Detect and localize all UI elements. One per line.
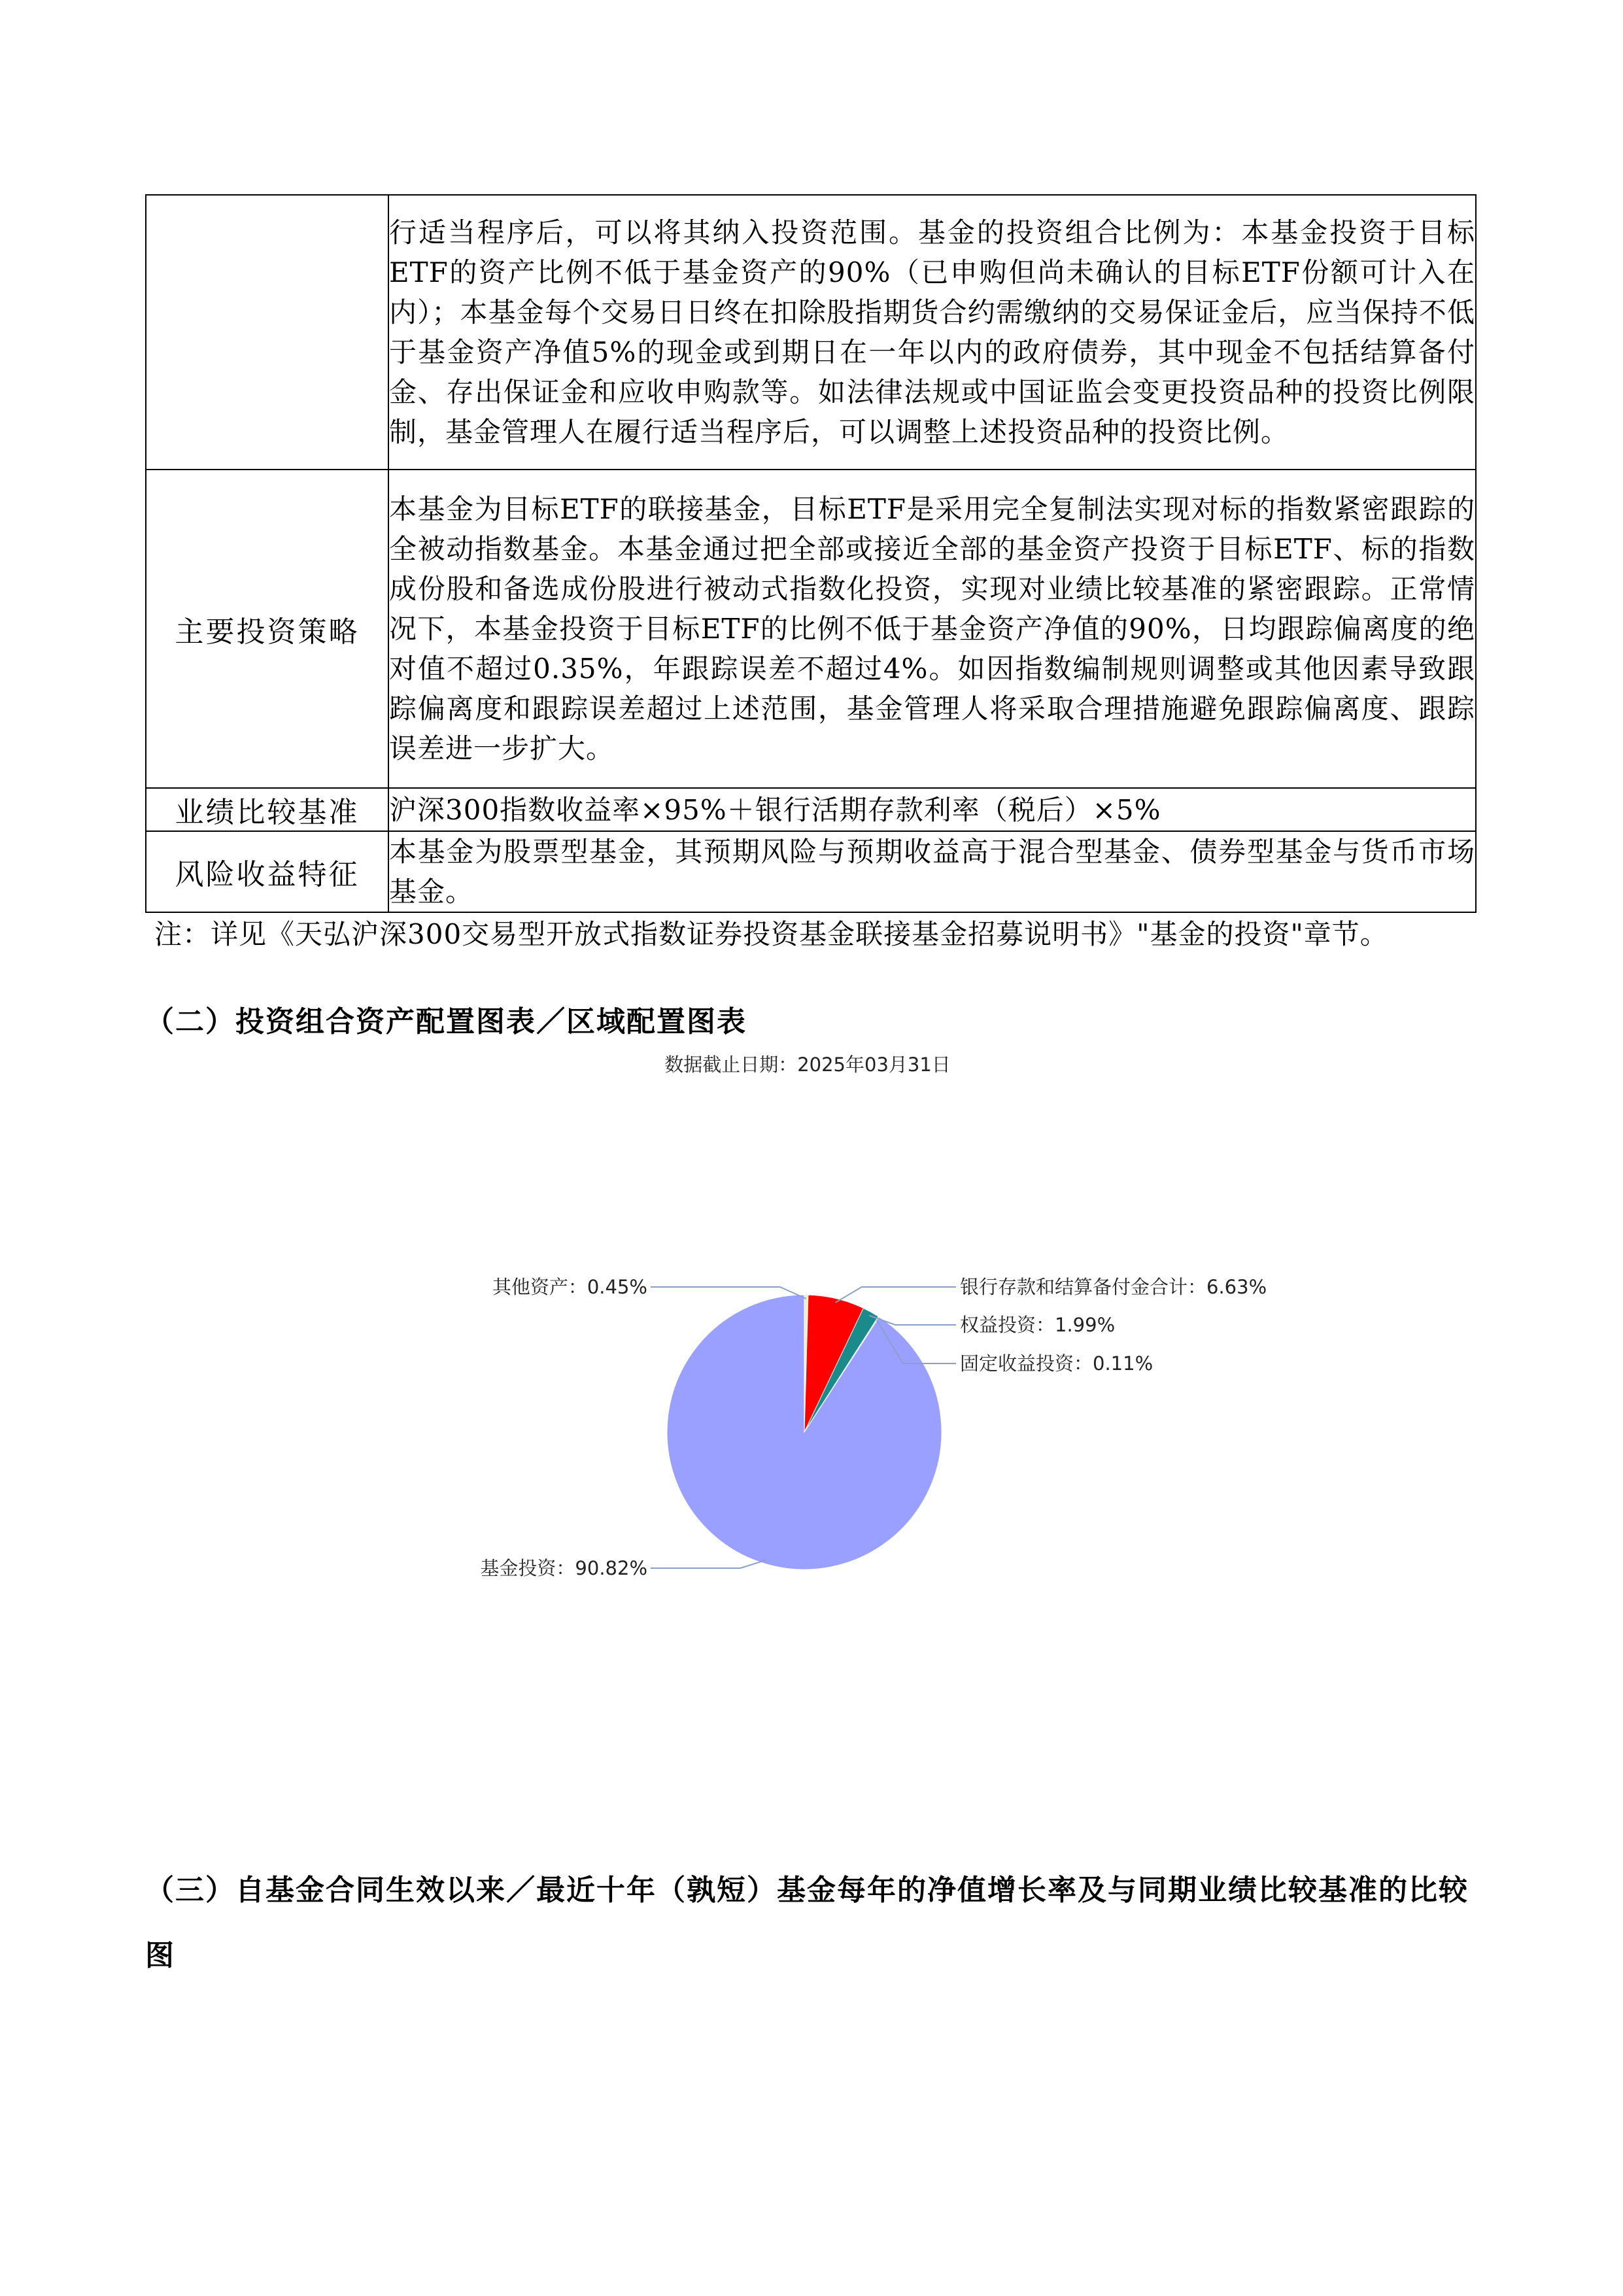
slice-label-2: 银行存款和结算备付金合计：6.63% <box>960 1276 1267 1298</box>
pie-slice-5 <box>667 1295 942 1569</box>
table-note: 注：详见《天弘沪深300交易型开放式指数证券投资基金联接基金招募说明书》"基金的投资"章节。 <box>154 918 1388 950</box>
section-2-title: （二）投资组合资产配置图表／区域配置图表 <box>145 1005 747 1038</box>
leader-line-5 <box>651 1560 766 1568</box>
row-text: 本基金为目标ETF的联接基金，目标ETF是采用完全复制法实现对标的指数紧密跟踪的全被动指数基金。本基金通过把全部或接近全部的基金资产投资于目标ETF、标的指数成份股和备选成份股进行被动式指数化投资，实现对业绩比较基准的紧密跟踪。正常情况下，本基金投资于目标ETF的比例不低于基金资产净值的90%，日均跟踪偏离度的绝对值不超过0.35%，年跟踪误差不超过4%。如因指数编制规则调整或其他因素导致跟踪偏离度和跟踪误差超过上述范围，基金管理人将采取合理措施避免跟踪偏离度、跟踪误差进一步扩大。 <box>388 470 1476 788</box>
table-row <box>146 195 1476 470</box>
row-label: 业绩比较基准 <box>146 788 388 831</box>
row-text: 行适当程序后，可以将其纳入投资范围。基金的投资组合比例为：本基金投资于目标ETF的资产比例不低于基金资产的90%（已申购但尚未确认的目标ETF份额可计入在内）；本基金每个交易日日终在扣除股指期货合约需缴纳的交易保证金后，应当保持不低于基金资产净值5%的现金或到期日在一年以内的政府债券，其中现金不包括结算备付金、存出保证金和应收申购款等。如法律法规或中国证监会变更投资品种的投资比例限制，基金管理人在履行适当程序后，可以调整上述投资品种的投资比例。 <box>388 195 1476 470</box>
asset-allocation-pie-chart <box>0 1033 1623 1622</box>
row-label: 主要投资策略 <box>146 470 388 788</box>
chart-title: 数据截止日期：2025年03月31日 <box>664 1054 951 1076</box>
leader-line-2 <box>836 1287 956 1303</box>
fund-info-table <box>145 194 1477 913</box>
slice-label-3: 权益投资：1.99% <box>960 1314 1116 1336</box>
row-label: 风险收益特征 <box>146 831 388 912</box>
row-text: 本基金为股票型基金，其预期风险与预期收益高于混合型基金、债券型基金与货币市场基金。 <box>388 831 1476 912</box>
slice-label-5: 基金投资：90.82% <box>480 1557 647 1579</box>
table-row <box>146 470 1476 788</box>
section-3-title: （三）自基金合同生效以来／最近十年（孰短）基金每年的净值增长率及与同期业绩比较基准的比较图 <box>145 1874 1469 1972</box>
slice-label-4: 固定收益投资：0.11% <box>960 1352 1153 1375</box>
row-label <box>146 195 388 470</box>
table-row <box>146 788 1476 831</box>
table-row <box>146 831 1476 912</box>
row-text: 沪深300指数收益率×95%＋银行活期存款利率（税后）×5% <box>388 788 1476 831</box>
slice-label-1: 其他资产：0.45% <box>492 1276 647 1298</box>
